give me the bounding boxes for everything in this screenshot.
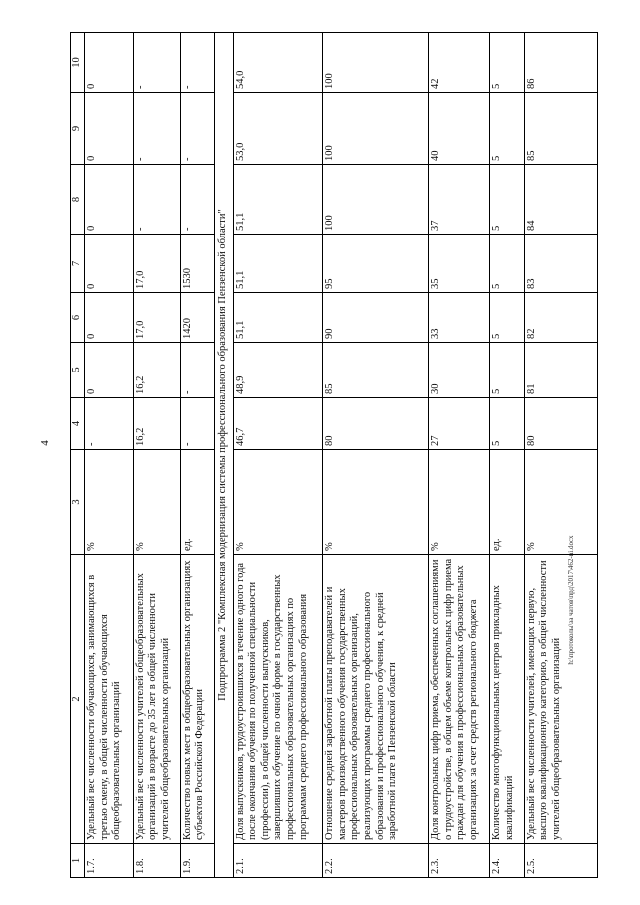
value-cell: 42 xyxy=(428,33,489,93)
indicator-name: Количество новых мест в общеобразовательных организациях субъектов Российской Федерации xyxy=(180,555,215,844)
table-row xyxy=(323,33,429,878)
rotated-table-container xyxy=(70,33,598,878)
value-cell: 46,7 xyxy=(233,398,323,450)
value-cell: 1420 xyxy=(180,293,215,343)
value-cell: 5 xyxy=(490,343,525,398)
value-cell: 40 xyxy=(428,93,489,165)
row-number: 2.3. xyxy=(428,844,489,878)
table-row xyxy=(428,33,489,878)
indicators-table xyxy=(70,32,598,878)
column-header: 9 xyxy=(71,93,85,165)
indicator-name: Доля выпускников, трудоустроившихся в течение одного года после окончания обучения по полученной специальности (профессии), в общей численности выпускников, завершивших обучение по очной форме в государственных профессиональных образовательных организациях по программам среднего профессионального образования xyxy=(233,555,323,844)
value-cell: 51,1 xyxy=(233,165,323,235)
value-cell: 83 xyxy=(524,235,597,293)
value-cell: 81 xyxy=(524,343,597,398)
value-cell: 37 xyxy=(428,165,489,235)
row-number: 1.8. xyxy=(133,844,180,878)
unit-cell: % xyxy=(133,450,180,555)
section-header-row xyxy=(215,33,233,878)
value-cell: 35 xyxy=(428,235,489,293)
value-cell: 90 xyxy=(323,293,429,343)
value-cell: 17,0 xyxy=(133,235,180,293)
row-number: 1.9. xyxy=(180,844,215,878)
value-cell: 54,0 xyxy=(233,33,323,93)
unit-cell: % xyxy=(233,450,323,555)
value-cell: 33 xyxy=(428,293,489,343)
section-title: Подпрограмма 2 "Комплексная модернизация системы профессионального образования Пензенской области" xyxy=(215,33,233,878)
row-number: 2.1. xyxy=(233,844,323,878)
row-number: 2.4. xyxy=(490,844,525,878)
value-cell: 0 xyxy=(85,235,134,293)
value-cell: 86 xyxy=(524,33,597,93)
value-cell: 53,0 xyxy=(233,93,323,165)
value-cell: 82 xyxy=(524,293,597,343)
indicator-name: Удельный вес численности учителей общеобразовательных организаций в возрасте до 35 лет в общей численности учителей общеобразовательных организаций xyxy=(133,555,180,844)
column-header: 4 xyxy=(71,398,85,450)
value-cell: 17,0 xyxy=(133,293,180,343)
indicator-name: Удельный вес численности обучающихся, занимающихся в третью смену, в общей численности обучающихся общеобразовательных организаций xyxy=(85,555,134,844)
value-cell: 51,1 xyxy=(233,293,323,343)
value-cell: 27 xyxy=(428,398,489,450)
value-cell: 5 xyxy=(490,165,525,235)
indicator-name: Доля контрольных цифр приема, обеспеченных соглашениями о трудоустройстве, в общем объеме контрольных цифр приема граждан для обучения в профессиональных образовательных организациях за счет средств регионального бюджета xyxy=(428,555,489,844)
row-number: 2.2. xyxy=(323,844,429,878)
value-cell: - xyxy=(85,398,134,450)
indicator-name: Отношение средней заработной платы преподавателей и мастеров производственного обучения государственных профессиональных образовательных организаций, реализующих программы среднего профессионального образования и профессионального обучения, к средней заработной плате в Пензенской области xyxy=(323,555,429,844)
table-row xyxy=(524,33,597,878)
value-cell: - xyxy=(180,343,215,398)
value-cell: - xyxy=(133,33,180,93)
value-cell: 16,2 xyxy=(133,398,180,450)
column-header: 3 xyxy=(71,450,85,555)
column-header: 8 xyxy=(71,165,85,235)
value-cell: 5 xyxy=(490,293,525,343)
value-cell: 0 xyxy=(85,343,134,398)
page-number: 4 xyxy=(38,440,51,446)
unit-cell: % xyxy=(85,450,134,555)
value-cell: 5 xyxy=(490,398,525,450)
column-header: 2 xyxy=(71,555,85,844)
value-cell: 80 xyxy=(323,398,429,450)
value-cell: 0 xyxy=(85,165,134,235)
unit-cell: % xyxy=(323,450,429,555)
column-header: 10 xyxy=(71,33,85,93)
footer-file-path: h:\протоколы\за чатов\прд\2017\462-ni.docx xyxy=(567,535,575,665)
unit-cell: % xyxy=(428,450,489,555)
value-cell: 48,9 xyxy=(233,343,323,398)
value-cell: 0 xyxy=(85,293,134,343)
value-cell: 5 xyxy=(490,33,525,93)
column-header: 5 xyxy=(71,343,85,398)
value-cell: 100 xyxy=(323,165,429,235)
value-cell: - xyxy=(180,165,215,235)
value-cell: 100 xyxy=(323,33,429,93)
table-row xyxy=(133,33,180,878)
value-cell: 0 xyxy=(85,93,134,165)
value-cell: 1530 xyxy=(180,235,215,293)
value-cell: - xyxy=(180,33,215,93)
value-cell: - xyxy=(133,93,180,165)
value-cell: - xyxy=(180,398,215,450)
value-cell: 16,2 xyxy=(133,343,180,398)
value-cell: 85 xyxy=(323,343,429,398)
table-row xyxy=(233,33,323,878)
row-number: 2.5. xyxy=(524,844,597,878)
unit-cell: % xyxy=(524,450,597,555)
row-number: 1.7. xyxy=(85,844,134,878)
indicator-name: Количество многофункциональных центров прикладных квалификаций xyxy=(490,555,525,844)
value-cell: 0 xyxy=(85,33,134,93)
value-cell: 80 xyxy=(524,398,597,450)
value-cell: 85 xyxy=(524,93,597,165)
unit-cell: ед. xyxy=(490,450,525,555)
column-header: 6 xyxy=(71,293,85,343)
table-row xyxy=(85,33,134,878)
column-header: 1 xyxy=(71,844,85,878)
indicator-name: Удельный вес численности учителей, имеющих первую, высшую квалификационную категорию, в общей численности учителей общеобразовательных организаций xyxy=(524,555,597,844)
value-cell: 51,1 xyxy=(233,235,323,293)
value-cell: - xyxy=(180,93,215,165)
unit-cell: ед. xyxy=(180,450,215,555)
value-cell: 5 xyxy=(490,235,525,293)
column-header: 7 xyxy=(71,235,85,293)
value-cell: 84 xyxy=(524,165,597,235)
table-row xyxy=(490,33,525,878)
value-cell: 5 xyxy=(490,93,525,165)
table-row xyxy=(180,33,215,878)
value-cell: 30 xyxy=(428,343,489,398)
value-cell: 95 xyxy=(323,235,429,293)
value-cell: - xyxy=(133,165,180,235)
value-cell: 100 xyxy=(323,93,429,165)
column-number-row xyxy=(71,33,85,878)
